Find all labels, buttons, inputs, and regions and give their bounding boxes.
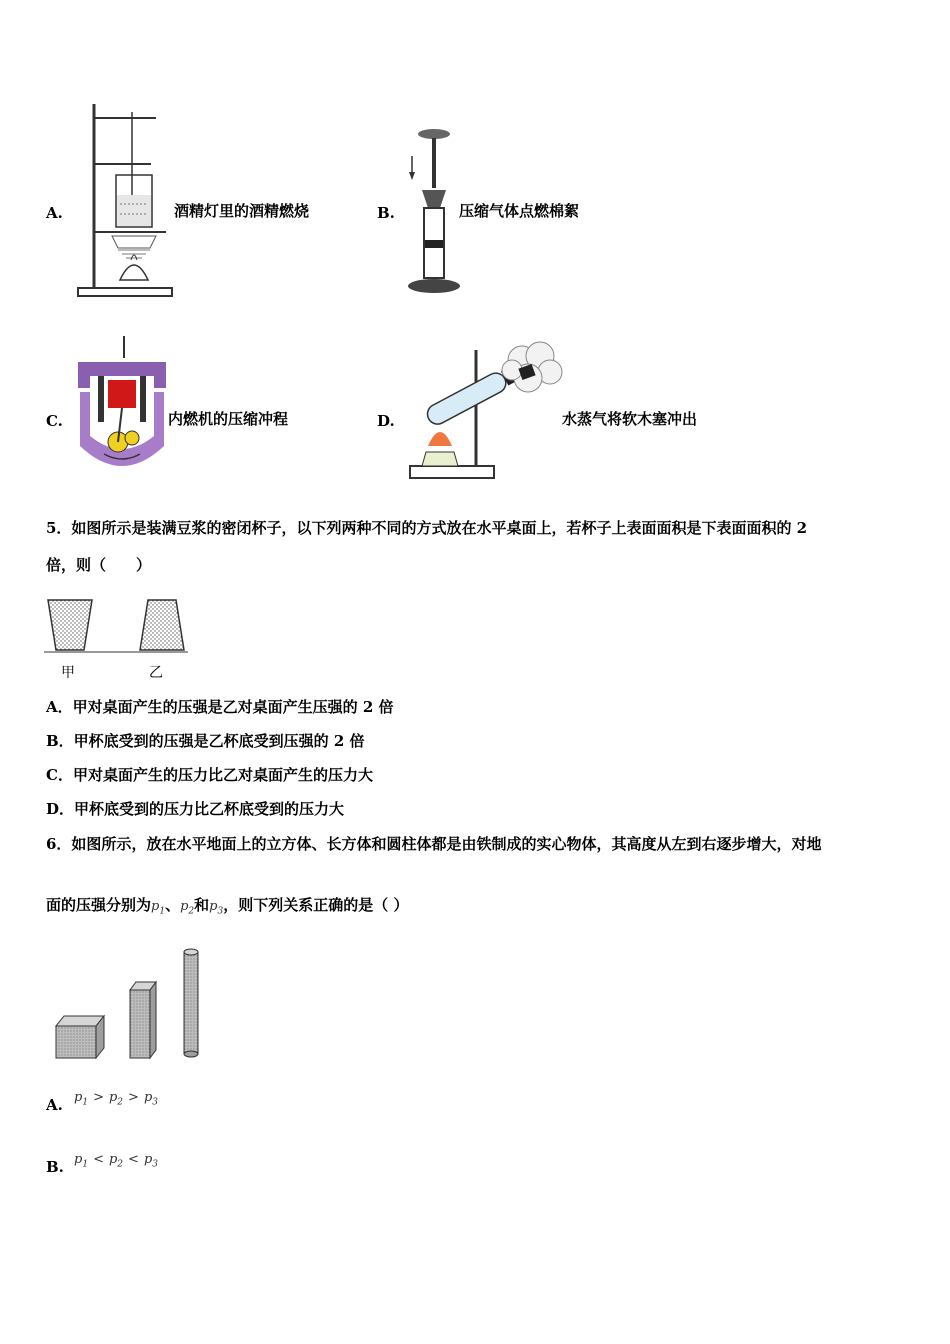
q6-option-b-letter: B.: [46, 1158, 64, 1176]
q6-stem-line2: [46, 898, 408, 917]
p1-sub: 1: [159, 906, 166, 917]
q6-option-b-formula: [74, 1152, 158, 1170]
option-d-text: 水蒸气将软木塞冲出: [562, 410, 698, 428]
option-a-letter: A.: [46, 204, 63, 222]
p1-letter: p: [151, 899, 160, 914]
p3-letter: p: [209, 899, 218, 914]
option-b-letter: B.: [377, 204, 395, 222]
option-c-text: 内燃机的压缩冲程: [168, 410, 289, 428]
opt-a-p1-letter: p: [74, 1090, 83, 1105]
p3-symbol: [209, 900, 223, 917]
p2-letter: p: [180, 899, 189, 914]
opt-a-p3-sub: 3: [152, 1097, 158, 1108]
q6-stem-line1: 6．如图所示，放在水平地面上的立方体、长方体和圆柱体都是由铁制成的实心物体，其高度从左到右逐步增大，对地: [46, 835, 822, 853]
opt-a-gt2: >: [128, 1090, 139, 1105]
q5-stem-line2: 倍，则（ ）: [46, 556, 152, 574]
q5-option-a: A．甲对桌面产生的压强是乙对桌面产生压强的 2 倍: [46, 698, 394, 716]
opt-b-lt2: <: [128, 1152, 139, 1167]
opt-a-p2-letter: p: [108, 1090, 118, 1105]
q5-option-c: C．甲对桌面产生的压力比乙对桌面产生的压力大: [46, 766, 373, 784]
q6-stem-post: ，则下列关系正确的是（ ）: [223, 896, 409, 914]
opt-b-p2-letter: p: [108, 1152, 118, 1167]
p2-symbol: [180, 900, 194, 917]
opt-a-p3-letter: p: [143, 1090, 153, 1105]
p2-sub: 2: [188, 906, 195, 917]
opt-a-gt1: >: [93, 1090, 104, 1105]
q5-stem-line1: 5．如图所示是装满豆浆的密闭杯子，以下列两种不同的方式放在水平桌面上，若杯子上表面面积是下表面面积的 2: [46, 519, 808, 537]
q5-option-d: D．甲杯底受到的压力比乙杯底受到的压力大: [46, 800, 345, 818]
q6-option-a-formula: [74, 1090, 158, 1108]
option-d-letter: D.: [377, 412, 395, 430]
opt-b-p2: [109, 1152, 123, 1170]
opt-b-p3: [144, 1152, 158, 1170]
opt-b-p1-sub: 1: [82, 1159, 89, 1170]
opt-a-p1: [74, 1090, 88, 1108]
opt-b-p3-letter: p: [143, 1152, 153, 1167]
opt-b-p1: [74, 1152, 88, 1170]
solids-figure: [52, 946, 212, 1062]
q6-sep2: 和: [194, 896, 210, 914]
fire-syringe-figure: [404, 128, 460, 296]
option-b-text: 压缩气体点燃棉絮: [459, 202, 580, 220]
test-tube-cork-figure: [404, 340, 564, 482]
opt-b-p1-letter: p: [74, 1152, 83, 1167]
p3-sub: 3: [217, 906, 224, 917]
engine-compression-stroke-figure: [74, 336, 170, 482]
opt-b-p2-sub: 2: [117, 1159, 124, 1170]
opt-a-p3: [144, 1090, 158, 1108]
q5-option-b: B．甲杯底受到的压强是乙杯底受到压强的 2 倍: [46, 732, 365, 750]
opt-a-p2-sub: 2: [117, 1097, 124, 1108]
option-c-letter: C.: [46, 412, 63, 430]
opt-b-p3-sub: 3: [152, 1159, 158, 1170]
cup-label-yi: 乙: [149, 665, 163, 681]
option-a-text: 酒精灯里的酒精燃烧: [174, 202, 310, 220]
q6-sep1: 、: [165, 896, 181, 914]
opt-a-p1-sub: 1: [82, 1097, 89, 1108]
q6-option-a-letter: A.: [46, 1096, 63, 1114]
alcohol-lamp-beaker-figure: [76, 100, 174, 298]
cup-label-jia: 甲: [61, 665, 75, 681]
opt-b-lt1: <: [93, 1152, 104, 1167]
p1-symbol: [151, 900, 165, 917]
q6-stem-pre: 面的压强分别为: [46, 896, 152, 914]
opt-a-p2: [109, 1090, 123, 1108]
